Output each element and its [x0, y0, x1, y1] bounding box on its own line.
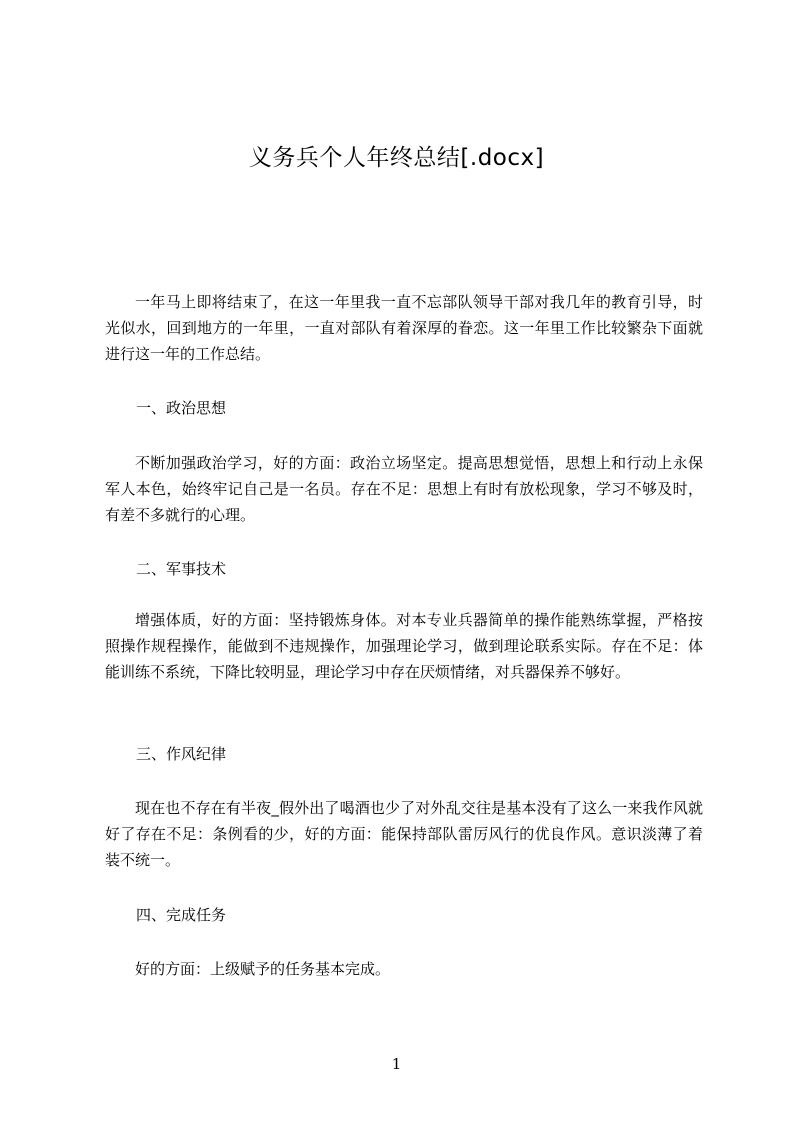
document-title: 义务兵个人年终总结[.docx] — [248, 145, 545, 171]
intro-paragraph: 一年马上即将结束了，在这一年里我一直不忘部队领导干部对我几年的教育引导，时光似水，回到地方的一年里，一直对部队有着深厚的眷恋。这一年里工作比较繁杂下面就进行这一年的工作总结。 — [105, 293, 703, 363]
section-heading-military-skills: 二、军事技术 — [136, 560, 227, 578]
section-body-politics: 不断加强政治学习，好的方面：政治立场坚定。提高思想觉悟，思想上和行动上永保军人本色，始终牢记自己是一名员。存在不足：思想上有时有放松现象，学习不够及时，有差不多就行的心理。 — [105, 454, 703, 524]
section-body-discipline: 现在也不存在有半夜_假外出了喝酒也少了对外乱交往是基本没有了这么一来我作风就好了存在不足：条例看的少，好的方面：能保持部队雷厉风行的优良作风。意识淡薄了着装不统一。 — [105, 799, 703, 869]
section-heading-tasks: 四、完成任务 — [136, 906, 227, 924]
section-heading-discipline: 三、作风纪律 — [136, 745, 227, 763]
section-heading-politics: 一、政治思想 — [136, 399, 227, 417]
page-number: 1 — [391, 1055, 402, 1073]
section-body-military-skills: 增强体质，好的方面：坚持锻炼身体。对本专业兵器简单的操作能熟练掌握，严格按照操作规程操作，能做到不违规操作，加强理论学习，做到理论联系实际。存在不足：体能训练不系统，下降比较明显，理论学习中存在厌烦情绪，对兵器保养不够好。 — [105, 611, 703, 681]
section-body-tasks: 好的方面：上级赋予的任务基本完成。 — [135, 960, 391, 978]
